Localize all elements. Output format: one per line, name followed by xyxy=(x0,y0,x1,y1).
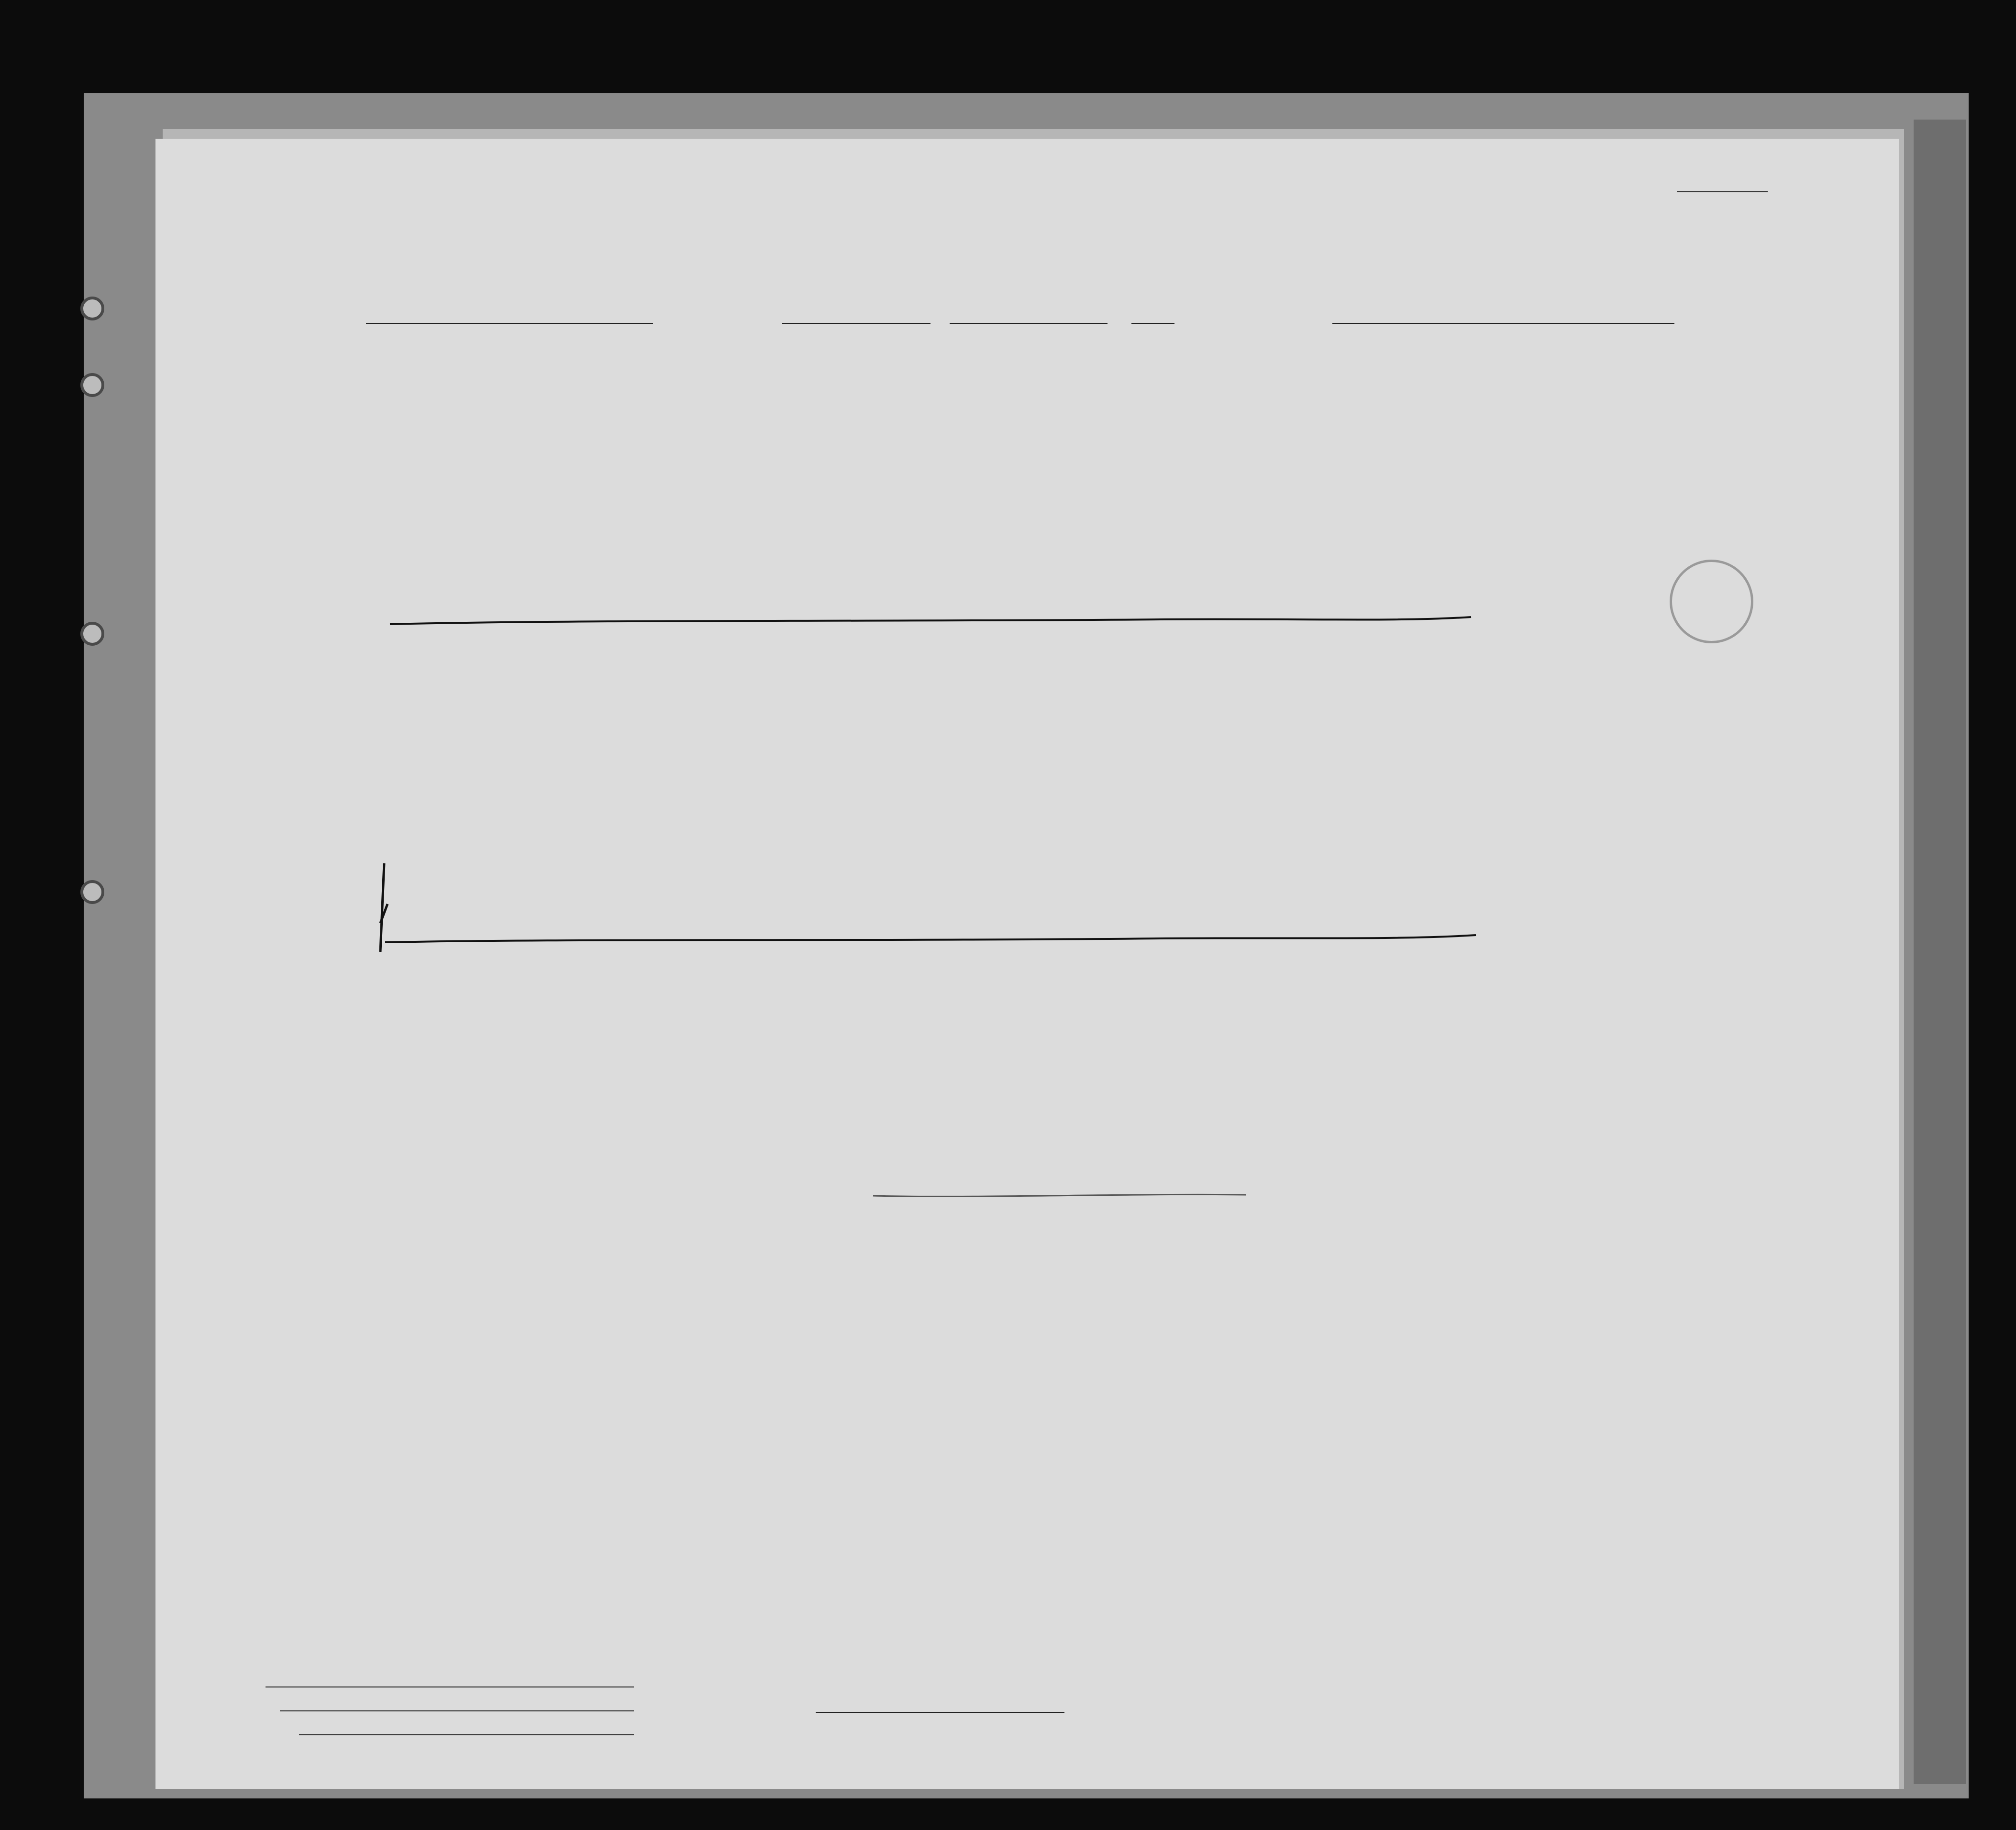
binder-hole xyxy=(80,373,104,397)
binder-hole xyxy=(80,622,104,646)
manifest-sheet xyxy=(155,139,1899,1789)
binder-hole xyxy=(80,880,104,904)
folder-tab-strip xyxy=(1914,120,1966,1784)
binder-hole xyxy=(80,297,104,320)
footer-lines xyxy=(155,139,1899,1789)
